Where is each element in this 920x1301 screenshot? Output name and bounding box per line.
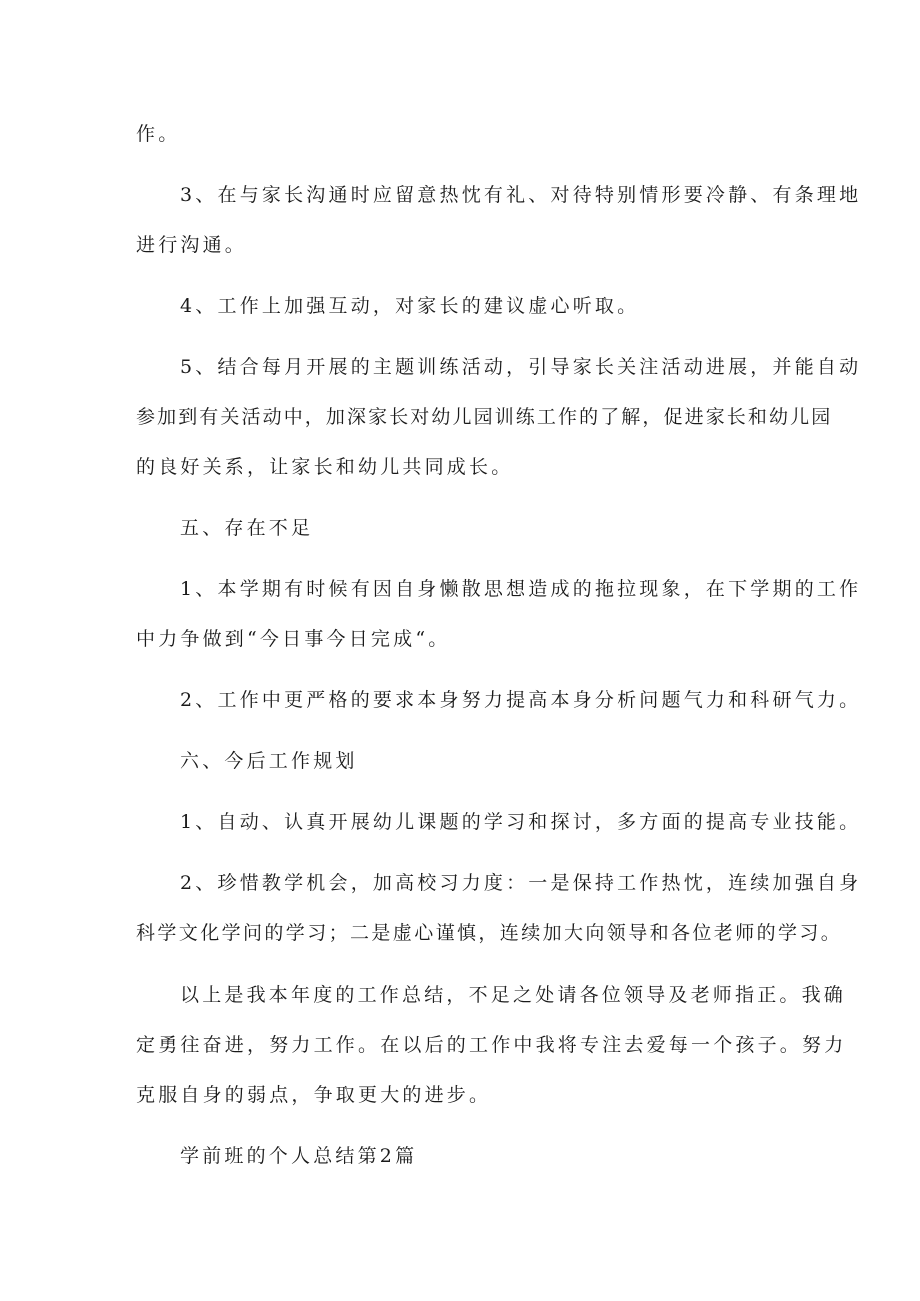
shortcoming-item-2: 2、工作中更严格的要求本身努力提高本身分析问题气力和科研气力。: [180, 689, 862, 711]
section-heading-shortcomings: 五、存在不足: [180, 517, 314, 539]
paragraph-item-5-line-3: 的良好关系，让家长和幼儿共同成长。: [136, 456, 514, 478]
shortcoming-item-1-line-1: 1、本学期有时候有因自身懒散思想造成的拖拉现象，在下学期的工作: [180, 578, 862, 600]
plan-item-2-line-1: 2、珍惜教学机会，加高校习力度：一是保持工作热忱，连续加强自身: [180, 872, 862, 894]
paragraph-item-5-line-2: 参加到有关活动中，加深家长对幼儿园训练工作的了解，促进家长和幼儿园: [136, 406, 833, 428]
conclusion-line-1: 以上是我本年度的工作总结，不足之处请各位领导及老师指正。我确: [180, 984, 847, 1006]
paragraph-item-3-line-2: 进行沟通。: [136, 234, 248, 256]
paragraph-item-3-line-1: 3、在与家长沟通时应留意热忱有礼、对待特别情形要冷静、有条理地: [180, 184, 862, 206]
text-line-continuation: 作。: [136, 123, 181, 145]
conclusion-line-2: 定勇往奋进，努力工作。在以后的工作中我将专注去爱每一个孩子。努力: [136, 1034, 847, 1056]
section-heading-future-plan: 六、今后工作规划: [180, 750, 358, 772]
paragraph-item-5-line-1: 5、结合每月开展的主题训练活动，引导家长关注活动进展，并能自动: [180, 356, 862, 378]
next-article-title: 学前班的个人总结第2篇: [180, 1145, 418, 1167]
plan-item-1: 1、自动、认真开展幼儿课题的学习和探讨，多方面的提高专业技能。: [180, 811, 862, 833]
paragraph-item-4: 4、工作上加强互动，对家长的建议虚心听取。: [180, 295, 640, 317]
conclusion-line-3: 克服自身的弱点，争取更大的进步。: [136, 1084, 492, 1106]
shortcoming-item-1-line-2: 中力争做到“今日事今日完成“。: [136, 628, 451, 650]
plan-item-2-line-2: 科学文化学问的学习；二是虚心谨慎，连续加大向领导和各位老师的学习。: [136, 922, 843, 944]
